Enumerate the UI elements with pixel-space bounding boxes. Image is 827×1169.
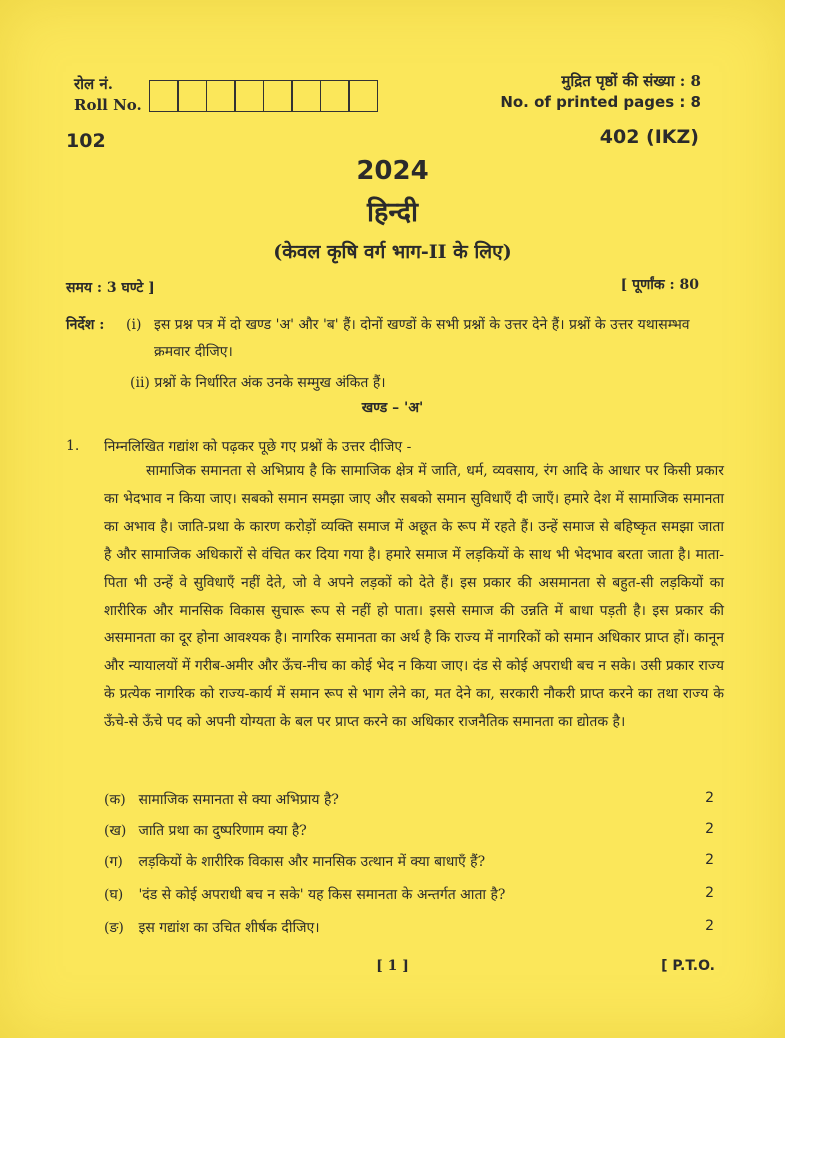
reading-passage: सामाजिक समानता से अभिप्राय है कि सामाजिक क्षेत्र में जाति, धर्म, व्यवसाय, रंग आदि के आधार पर किसी प्रकार का भेदभाव न किया जाए। सबको समान समझा जाए और सबको समान सुविधाएँ दी जाएँ। हमारे देश में सामाजिक समानता का अभाव है। जाति-प्रथा के कारण करोड़ों व्यक्ति समाज में अछूत के रूप में रहते हैं। उन्हें समाज से बहिष्कृत समझा जाता है और सामाजिक अधिकारों से वंचित कर दिया गया है। हमारे समाज में लड़कियों के साथ भी भेदभाव बरता जाता है। माता-पिता भी उन्हें वे सुविधाएँ नहीं देते, जो वे अपने लड़कों को देते हैं। इस प्रकार की असमानता से बहुत-सी लड़कियों का शारीरिक और मानसिक विकास सुचारू रूप से नहीं हो पाता। इससे समाज की उन्नति में बाधा पड़ती है। इस प्रकार की असमानता का दूर होना आवश्यक है। नागरिक समानता का अर्थ है कि राज्य में नागरिकों को समान अधिकार प्राप्त हों। कानून और न्यायालयों में गरीब-अमीर और ऊँच-नीच का कोई भेद न किया जाए। दंड से कोई अपराधी बच न सके। उसी प्रकार राज्य के प्रत्येक नागरिक को राज्य-कार्य में समान रूप से भाग लेने का, मत देने का, सरकारी नौकरी प्राप्त करने का तथा राज्य के ऊँचे-से ऊँचे पद को अपनी योग्यता के बल पर प्राप्त करने का अधिकार राजनैतिक समानता का द्योतक है।: [104, 463, 724, 731]
time-allowed: समय : 3 घण्टे ]: [66, 280, 155, 296]
paper-code-right: 402 (IKZ): [599, 126, 699, 148]
maximum-marks: [ पूर्णांक : 80: [620, 277, 699, 293]
subquestion-marks: 2: [705, 821, 714, 837]
please-turn-over: [ P.T.O.: [661, 958, 715, 974]
exam-year: 2024: [356, 156, 429, 186]
subquestion: [104, 885, 714, 904]
instructions-label: निर्देश :: [66, 317, 105, 333]
instruction-ii-text: (ii) प्रश्नों के निर्धारित अंक उनके सम्मुख अंकित हैं।: [130, 375, 386, 391]
roll-box[interactable]: [263, 80, 293, 112]
subquestion-text: सामाजिक समानता से क्या अभिप्राय है?: [138, 792, 339, 808]
instruction-i-marker: (i): [126, 317, 142, 333]
question-prompt: निम्नलिखित गद्यांश को पढ़कर पूछे गए प्रश्नों के उत्तर दीजिए -: [104, 439, 412, 455]
subquestion-marks: 2: [705, 885, 714, 901]
roll-number-label-english: Roll No.: [74, 96, 142, 114]
subquestion-label: (ङ): [104, 920, 124, 936]
paper-code-left: 102: [66, 130, 106, 152]
subquestion: [104, 790, 714, 809]
subquestion: [104, 918, 714, 937]
roll-box[interactable]: [206, 80, 236, 112]
subquestion-label: (क): [104, 792, 126, 808]
instruction-i-text: इस प्रश्न पत्र में दो खण्ड 'अ' और 'ब' हैं। दोनों खण्डों के सभी प्रश्नों के उत्तर देने हैं। प्रश्नों के उत्तर यथासम्भव क्रमवार दीजिए।: [154, 317, 690, 360]
subject-title: हिन्दी: [366, 197, 418, 228]
stream-subtitle: (केवल कृषि वर्ग भाग-II के लिए): [273, 241, 512, 263]
roll-box[interactable]: [234, 80, 264, 112]
subquestion-text: 'दंड से कोई अपराधी बच न सके' यह किस समानता के अन्तर्गत आता है?: [138, 887, 506, 903]
subquestion-label: (ग): [104, 854, 123, 870]
subquestion-marks: 2: [705, 852, 714, 868]
roll-box[interactable]: [320, 80, 350, 112]
page-number: [ 1 ]: [376, 958, 409, 974]
roll-box[interactable]: [348, 80, 378, 112]
subquestion-marks: 2: [705, 790, 714, 806]
subquestion-text: इस गद्यांश का उचित शीर्षक दीजिए।: [138, 920, 320, 936]
roll-box[interactable]: [177, 80, 207, 112]
subquestion-label: (घ): [104, 887, 124, 903]
subquestion-label: (ख): [104, 823, 127, 839]
subquestion-text: जाति प्रथा का दुष्परिणाम क्या है?: [138, 823, 307, 839]
roll-number-label-hindi: रोल नं.: [74, 75, 113, 93]
roll-number-boxes[interactable]: [150, 80, 378, 112]
printed-pages-english: No. of printed pages : 8: [500, 93, 701, 111]
subquestion: [104, 852, 714, 871]
subquestion-text: लड़कियों के शारीरिक विकास और मानसिक उत्थान में क्या बाधाएँ हैं?: [138, 854, 486, 870]
question-number: 1.: [66, 438, 80, 454]
printed-pages-hindi: मुद्रित पृष्ठों की संख्या : 8: [561, 72, 701, 90]
subquestion-marks: 2: [705, 918, 714, 934]
roll-box[interactable]: [149, 80, 179, 112]
roll-box[interactable]: [291, 80, 321, 112]
section-heading: खण्ड – 'अ': [361, 400, 424, 416]
subquestion: [104, 821, 714, 840]
